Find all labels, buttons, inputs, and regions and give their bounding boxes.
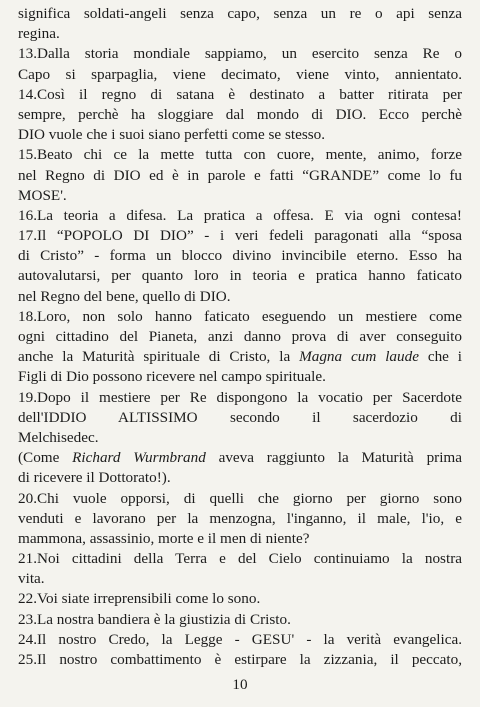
italic-text: Magna cum laude	[299, 348, 419, 366]
text-line: vita.	[18, 570, 45, 588]
text-line: 24.Il nostro Credo, la Legge - GESU' - la verità evangelica.	[18, 630, 462, 648]
page-number: 10	[232, 676, 248, 693]
text-line: 16.La teoria a difesa. La pratica a offesa. E via ogni contesa!	[18, 206, 462, 224]
text-line: MOSE'.	[18, 186, 67, 204]
text-line: 21.Noi cittadini della Terra e del Cielo continuiamo la nostra	[18, 550, 462, 568]
text-body	[18, 4, 462, 670]
text-line: di Cristo” - forma un blocco divino invincibile eterno. Esso ha	[18, 247, 462, 265]
text-line: 15.Beato chi ce la mette tutta con cuore, mente, animo, forze	[18, 146, 462, 164]
text-line: 13.Dalla storia mondiale sappiamo, un esercito senza Re o	[18, 45, 462, 63]
text-segment: che i	[418, 348, 463, 366]
text-line: significa soldati-angeli senza capo, senza un re o api senza	[18, 5, 462, 22]
text-line: mammona, assassinio, morte e il men di niente?	[18, 529, 310, 547]
text-line: 25.Il nostro combattimento è estirpare la zizzania, il peccato,	[18, 651, 462, 668]
text-segment: anche la Maturità spirituale di Cristo, la	[18, 348, 300, 366]
text-line: Figli di Dio possono ricevere nel campo spirituale.	[18, 368, 326, 386]
text-line: 20.Chi vuole opporsi, di quelli che giorno per giorno sono	[18, 489, 462, 507]
text-line: nel Regno di DIO ed è in parole e fatti “GRANDE” come lo fu	[18, 166, 462, 184]
text-line: 14.Così il regno di satana è destinato a batter ritirata per	[18, 85, 462, 103]
text-line: sempre, perchè ha sloggiare dal mondo di DIO. Ecco perchè	[18, 105, 462, 123]
text-line: 17.Il “POPOLO DI DIO” - i veri fedeli paragonati alla “sposa	[18, 227, 462, 245]
text-line: regina.	[18, 25, 60, 43]
text-line	[18, 448, 462, 468]
text-segment: aveva raggiunto la Maturità prima	[205, 449, 462, 467]
text-line: 22.Voi siate irreprensibili come lo sono.	[18, 590, 261, 608]
text-line: Capo si sparpaglia, viene decimato, viene vinto, annientato.	[18, 65, 462, 83]
text-line: Melchisedec.	[18, 428, 99, 446]
text-segment: (Come	[18, 449, 73, 467]
text-line: di ricevere il Dottorato!).	[18, 469, 171, 487]
text-line: dell'IDDIO ALTISSIMO secondo il sacerdozio di	[18, 408, 462, 426]
text-line: autovalutarsi, per quanto loro in teoria e pratica hanno faticato	[18, 267, 462, 285]
text-line: 18.Loro, non solo hanno faticato eseguendo un mestiere come	[18, 307, 462, 325]
text-line	[18, 347, 462, 367]
text-line: 19.Dopo il mestiere per Re dispongono la vocatio per Sacerdote	[18, 388, 462, 406]
text-line: venduti e lavorano per la menzogna, l'inganno, il male, l'io, e	[18, 509, 462, 527]
text-line: 23.La nostra bandiera è la giustizia di Cristo.	[18, 610, 291, 628]
text-line: nel Regno del bene, quello di DIO.	[18, 287, 231, 305]
text-line: ogni cittadino del Pianeta, anzi danno prova di aver conseguito	[18, 328, 462, 345]
text-line: DIO vuole che i suoi siano perfetti come se stesso.	[18, 126, 326, 144]
italic-text: Richard Wurmbrand	[72, 449, 206, 467]
